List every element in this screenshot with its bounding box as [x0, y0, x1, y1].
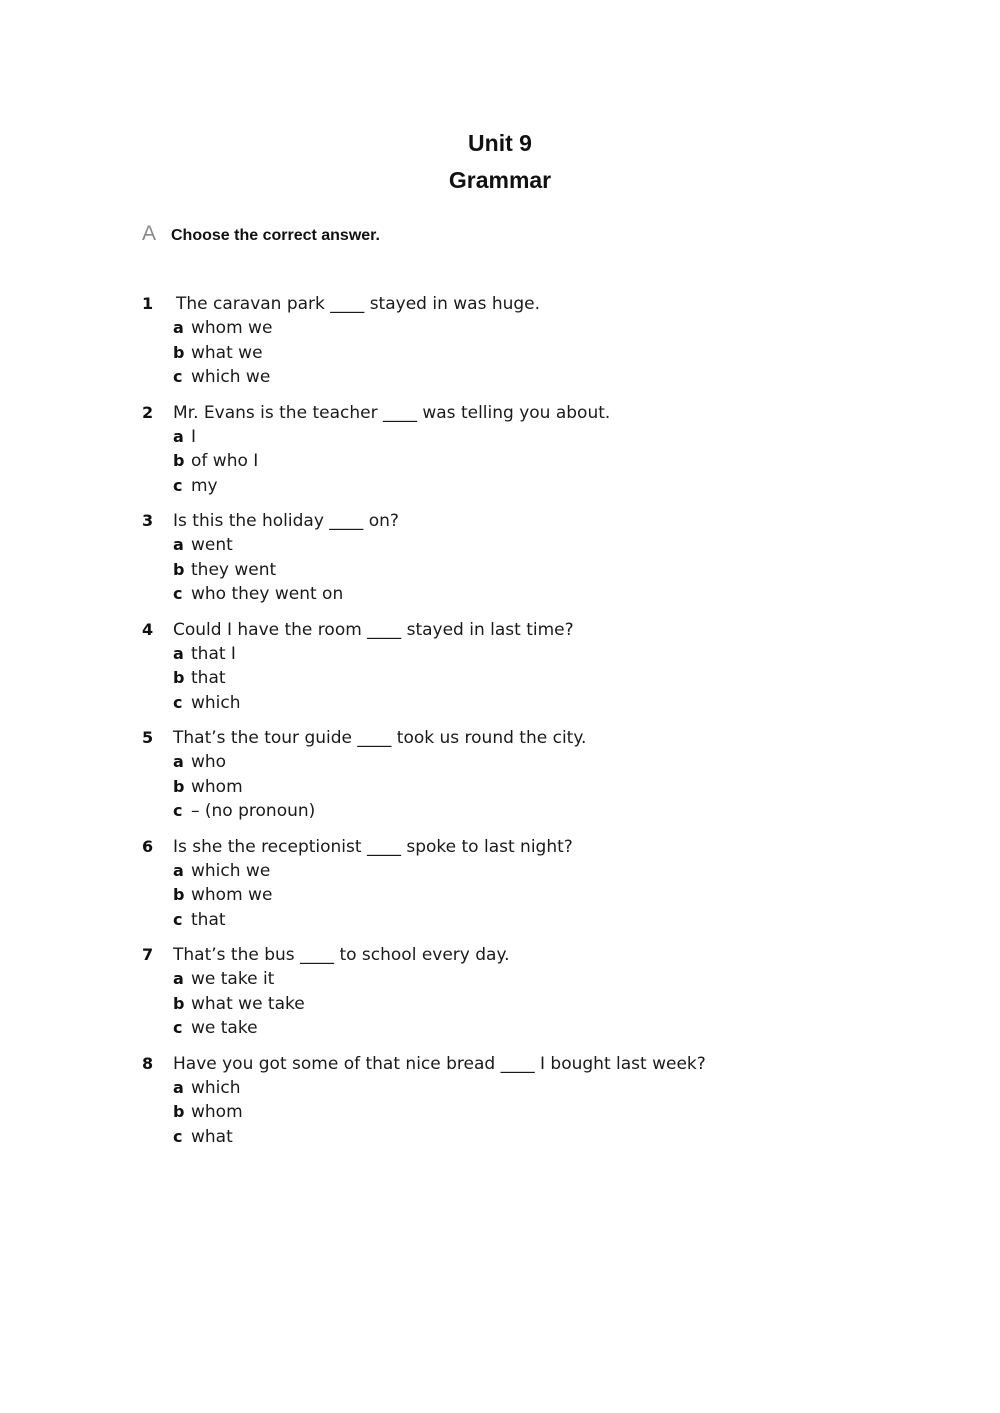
- question-number: 7: [142, 945, 154, 964]
- question-list: [142, 291, 902, 1149]
- option-text: they went: [191, 559, 277, 580]
- option-text: of who I: [191, 451, 259, 471]
- option-text: who: [191, 752, 227, 772]
- option-text: – (no pronoun): [191, 801, 316, 821]
- question-4: [142, 617, 902, 716]
- option-a[interactable]: [142, 316, 902, 341]
- option-text: what we take: [191, 993, 305, 1014]
- option-letter: c: [173, 1126, 183, 1146]
- exercise-letter: A: [142, 222, 157, 245]
- option-c[interactable]: [142, 474, 902, 499]
- option-letter: a: [173, 535, 184, 554]
- question-text: Have you got some of that nice bread ____ I bought last week?: [173, 1053, 706, 1074]
- option-c[interactable]: [142, 799, 902, 824]
- spacer: [142, 498, 902, 508]
- question-5: [142, 725, 902, 824]
- option-text: we take it: [191, 969, 275, 989]
- option-text: what we: [191, 342, 263, 363]
- option-letter: b: [173, 559, 185, 579]
- question-text: Could I have the room ____ stayed in last time?: [173, 619, 574, 640]
- option-letter: c: [173, 584, 183, 603]
- option-letter: b: [173, 1102, 185, 1121]
- option-c[interactable]: [142, 582, 902, 607]
- question-stem: [142, 834, 902, 859]
- option-b[interactable]: [142, 992, 902, 1017]
- section-title: Grammar: [448, 167, 552, 193]
- option-letter: b: [173, 668, 185, 687]
- option-a[interactable]: [142, 1076, 902, 1101]
- title-block: [0, 126, 1000, 197]
- option-a[interactable]: [142, 750, 902, 775]
- option-b[interactable]: [142, 1100, 902, 1125]
- option-letter: a: [173, 860, 184, 880]
- question-8: [142, 1051, 902, 1150]
- option-text: that: [191, 909, 226, 930]
- option-text: that: [191, 668, 226, 688]
- option-text: which we: [191, 367, 271, 387]
- question-stem: [142, 508, 902, 533]
- option-text: my: [191, 475, 218, 496]
- option-letter: b: [173, 342, 185, 362]
- option-c[interactable]: [142, 908, 902, 933]
- question-stem: [142, 291, 902, 316]
- option-c[interactable]: [142, 691, 902, 716]
- option-b[interactable]: [142, 666, 902, 691]
- option-c[interactable]: [142, 1016, 902, 1041]
- option-letter: a: [173, 752, 184, 771]
- exercise-instruction: Choose the correct answer.: [171, 227, 380, 244]
- option-text: we take: [191, 1018, 258, 1038]
- option-letter: b: [173, 776, 185, 796]
- spacer: [142, 932, 902, 942]
- question-text: That’s the bus ____ to school every day.: [173, 945, 510, 965]
- spacer: [142, 715, 902, 725]
- spacer: [142, 390, 902, 400]
- option-letter: b: [173, 885, 185, 904]
- question-7: [142, 942, 902, 1041]
- question-2: [142, 400, 902, 499]
- option-text: whom: [191, 1102, 243, 1122]
- question-number: 4: [142, 619, 154, 639]
- option-letter: c: [173, 475, 183, 495]
- option-text: which: [191, 1077, 241, 1098]
- option-a[interactable]: [142, 967, 902, 992]
- option-letter: a: [173, 1077, 184, 1097]
- question-stem: [142, 725, 902, 750]
- option-text: whom we: [191, 885, 273, 905]
- option-text: I: [191, 426, 197, 447]
- option-text: what: [191, 1126, 233, 1147]
- unit-title: Unit 9: [468, 130, 532, 156]
- question-text: Is she the receptionist ____ spoke to last night?: [173, 836, 573, 857]
- question-number: 8: [142, 1053, 154, 1073]
- question-3: [142, 508, 902, 607]
- option-letter: a: [173, 426, 184, 446]
- option-letter: b: [173, 993, 185, 1013]
- spacer: [142, 824, 902, 834]
- option-text: that I: [191, 643, 236, 664]
- option-letter: a: [173, 643, 184, 663]
- option-text: who they went on: [191, 584, 344, 604]
- question-6: [142, 834, 902, 933]
- question-stem: [142, 942, 902, 967]
- question-stem: [142, 1051, 902, 1076]
- question-number: 6: [142, 836, 154, 856]
- option-a[interactable]: [142, 859, 902, 884]
- option-b[interactable]: [142, 775, 902, 800]
- option-a[interactable]: [142, 425, 902, 450]
- option-c[interactable]: [142, 1125, 902, 1150]
- question-stem: [142, 400, 902, 425]
- exercise-heading: [142, 222, 380, 246]
- option-text: went: [191, 535, 233, 555]
- option-letter: c: [173, 801, 183, 820]
- option-letter: c: [173, 692, 183, 712]
- spacer: [142, 607, 902, 617]
- question-stem: [142, 617, 902, 642]
- option-text: whom: [191, 776, 243, 797]
- question-text: That’s the tour guide ____ took us round the city.: [173, 728, 587, 748]
- option-letter: b: [173, 451, 185, 470]
- question-number: 2: [142, 402, 154, 422]
- option-a[interactable]: [142, 533, 902, 558]
- option-text: whom we: [191, 318, 273, 338]
- option-letter: c: [173, 367, 183, 386]
- question-number: 5: [142, 728, 154, 747]
- option-letter: c: [173, 909, 183, 929]
- option-b[interactable]: [142, 449, 902, 474]
- option-b[interactable]: [142, 341, 902, 366]
- option-letter: a: [173, 969, 184, 988]
- question-number: 3: [142, 511, 154, 530]
- option-a[interactable]: [142, 642, 902, 667]
- question-text: Is this the holiday ____ on?: [173, 511, 399, 531]
- question-text: Mr. Evans is the teacher ____ was telling you about.: [173, 402, 611, 423]
- option-b[interactable]: [142, 883, 902, 908]
- question-text: The caravan park ____ stayed in was huge.: [176, 294, 541, 314]
- option-text: which: [191, 692, 241, 713]
- option-text: which we: [191, 860, 271, 881]
- question-1: [142, 291, 902, 390]
- option-letter: a: [173, 318, 184, 337]
- option-c[interactable]: [142, 365, 902, 390]
- option-b[interactable]: [142, 558, 902, 583]
- spacer: [142, 1041, 902, 1051]
- option-letter: c: [173, 1018, 183, 1037]
- question-number: 1: [142, 294, 154, 313]
